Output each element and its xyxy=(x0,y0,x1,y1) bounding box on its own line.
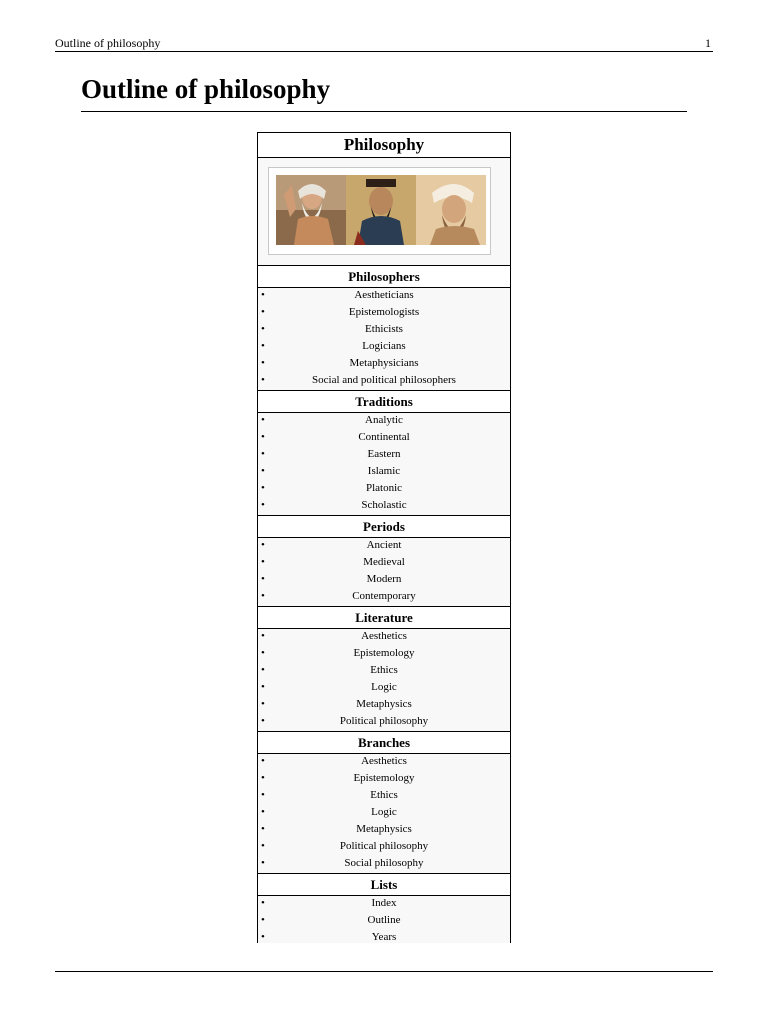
list-item[interactable]: • Political philosophy xyxy=(261,840,429,852)
list-item[interactable]: • Modern xyxy=(261,573,402,585)
list-item[interactable]: • Ancient xyxy=(261,539,402,551)
section-list-periods xyxy=(258,538,510,607)
section-list-philosophers xyxy=(258,288,510,391)
list-item[interactable]: • Ethics xyxy=(261,789,398,801)
list-item[interactable]: • Logicians xyxy=(261,340,406,352)
list-item[interactable]: • Epistemologists xyxy=(261,306,420,318)
page-number: 1 xyxy=(705,36,711,50)
list-item[interactable]: • Aestheticians xyxy=(261,289,414,301)
section-heading-periods: Periods xyxy=(258,516,510,538)
section-heading-literature: Literature xyxy=(258,607,510,629)
list-item[interactable]: • Medieval xyxy=(261,556,405,568)
section-heading-traditions: Traditions xyxy=(258,391,510,413)
list-item[interactable]: • Contemporary xyxy=(261,590,416,602)
list-item[interactable]: • Ethicists xyxy=(261,323,403,335)
avicenna-portrait-icon xyxy=(416,175,486,245)
list-item[interactable]: • Continental xyxy=(261,431,410,443)
list-item[interactable]: • Aesthetics xyxy=(261,755,407,767)
plato-portrait-icon xyxy=(276,175,346,245)
list-item[interactable]: • Aesthetics xyxy=(261,630,407,642)
list-item[interactable]: • Metaphysics xyxy=(261,823,412,835)
philosophy-infobox xyxy=(257,132,511,943)
list-item[interactable]: • Metaphysics xyxy=(261,698,412,710)
running-title: Outline of philosophy xyxy=(55,36,161,50)
list-item[interactable]: • Epistemology xyxy=(261,647,415,659)
infobox-title: Philosophy xyxy=(258,133,510,158)
list-item[interactable]: • Platonic xyxy=(261,482,403,494)
section-list-literature xyxy=(258,629,510,732)
footer-rule xyxy=(55,971,713,972)
section-list-lists xyxy=(258,896,510,947)
list-item[interactable]: • Index xyxy=(261,897,397,909)
list-item[interactable]: • Social and political philosophers xyxy=(261,374,456,386)
list-item[interactable]: • Logic xyxy=(261,681,397,693)
section-list-traditions xyxy=(258,413,510,516)
list-item[interactable]: • Scholastic xyxy=(261,499,407,511)
section-heading-branches: Branches xyxy=(258,732,510,754)
page-title: Outline of philosophy xyxy=(81,72,687,112)
list-item[interactable]: • Epistemology xyxy=(261,772,415,784)
confucius-portrait-icon xyxy=(346,175,416,245)
list-item[interactable]: • Outline xyxy=(261,914,401,926)
section-list-branches xyxy=(258,754,510,874)
section-heading-lists: Lists xyxy=(258,874,510,896)
list-item[interactable]: • Logic xyxy=(261,806,397,818)
list-item[interactable]: • Eastern xyxy=(261,448,401,460)
list-item[interactable]: • Islamic xyxy=(261,465,401,477)
list-item[interactable]: • Social philosophy xyxy=(261,857,424,869)
list-item[interactable]: • Ethics xyxy=(261,664,398,676)
list-item[interactable]: • Years xyxy=(261,931,397,943)
philosophers-image-frame[interactable] xyxy=(268,167,491,255)
list-item[interactable]: • Analytic xyxy=(261,414,403,426)
list-item[interactable]: • Political philosophy xyxy=(261,715,429,727)
section-heading-philosophers: Philosophers xyxy=(258,266,510,288)
list-item[interactable]: • Metaphysicians xyxy=(261,357,419,369)
running-header xyxy=(55,36,713,52)
infobox-image-row xyxy=(258,158,510,266)
